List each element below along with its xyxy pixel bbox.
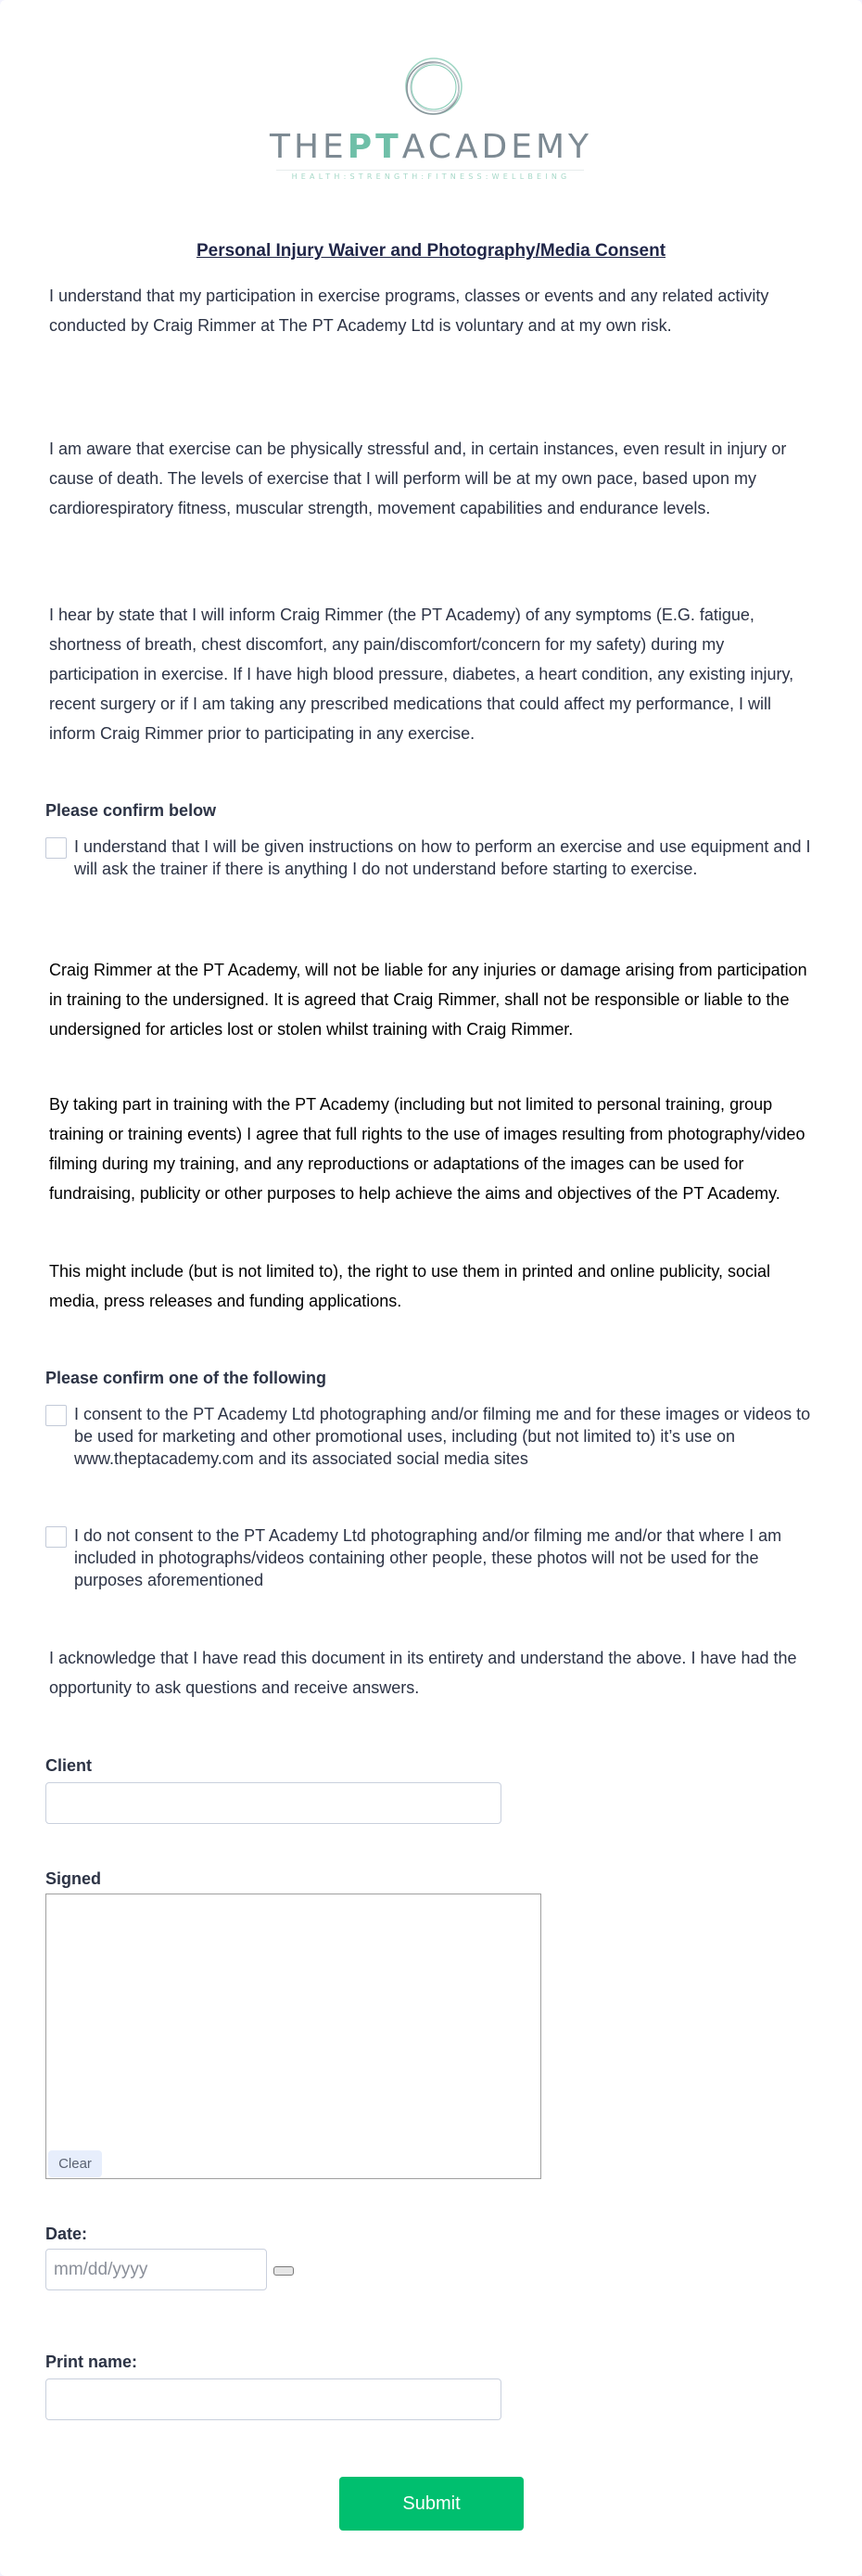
logo-tagline: HEALTH:STRENGTH:FITNESS:WELLBEING <box>291 172 571 181</box>
checkbox[interactable] <box>45 837 67 859</box>
paragraph-symptoms: I hear by state that I will inform Craig Rimmer (the PT Academy) of any symptoms (E.G. fatigue, shortness of breath, chest discomfort, any pain/discomfort/concern for my safety) during my participation in exercise. If I have high blood pressure, diabetes, a heart condition, any existing injury, recent surgery or if I am taking any prescribed medications that could affect my performance, I will inform Craig Rimmer prior to participating in any exercise. <box>49 606 794 743</box>
signed-label: Signed <box>45 1869 102 1888</box>
paragraph-publicity: This might include (but is not limited to), the right to use them in printed and online publicity, social media, press releases and funding applications. <box>49 1262 771 1310</box>
print-name-label: Print name: <box>45 2353 138 2371</box>
paragraph-acknowledgement: I acknowledge that I have read this document in its entirety and understand the above. I have had the opportunity to ask questions and receive answers. <box>49 1649 797 1697</box>
checkbox[interactable] <box>45 1405 67 1426</box>
checkbox-label[interactable]: I consent to the PT Academy Ltd photographing and/or filming me and for these images or videos to be used for marketing and other promotional uses, including (but not limited to) it’s use on www.theptacademy.com and its associated social media sites <box>74 1405 811 1468</box>
paragraph-awareness: I am aware that exercise can be physically stressful and, in certain instances, even result in injury or cause of death. The levels of exercise that I will perform will be at my own pace, based upon my cardiorespiratory fitness, muscular strength, movement capabilities and endurance levels. <box>49 440 787 517</box>
confirm-section-label: Please confirm below <box>45 801 217 820</box>
submit-button[interactable]: Submit <box>339 2477 524 2531</box>
checkbox-label[interactable]: I understand that I will be given instructions on how to perform an exercise and use equipment and I will ask the trainer if there is anything I do not understand before starting to exercise. <box>74 837 811 878</box>
client-input[interactable] <box>45 1782 501 1824</box>
clear-signature-button[interactable]: Clear <box>48 2150 102 2177</box>
checkbox-option-consent[interactable] <box>45 1403 819 1470</box>
consent-section-label: Please confirm one of the following <box>45 1369 327 1387</box>
paragraph-participation: I understand that my participation in exercise programs, classes or events and any related activity conducted by Craig Rimmer at The PT Academy Ltd is voluntary and at my own risk. <box>49 287 769 335</box>
checkbox-option-no-consent[interactable] <box>45 1524 819 1591</box>
signature-pad[interactable] <box>45 1894 541 2179</box>
date-label: Date: <box>45 2225 88 2243</box>
logo-rings-icon <box>400 54 467 121</box>
print-name-input[interactable] <box>45 2378 501 2420</box>
calendar-picker-icon[interactable] <box>273 2266 294 2276</box>
client-label: Client <box>45 1756 93 1775</box>
checkbox-label[interactable]: I do not consent to the PT Academy Ltd photographing and/or filming me and/or that where I am included in photographs/videos containing other people, these photos will not be used for the purposes aforementioned <box>74 1526 782 1589</box>
checkbox[interactable] <box>45 1526 67 1548</box>
paragraph-liability: Craig Rimmer at the PT Academy, will not be liable for any injuries or damage arising from participation in training to the undersigned. It is agreed that Craig Rimmer, shall not be responsible or liable to the undersigned for articles lost or stolen whilst training with Craig Rimmer. <box>49 961 807 1039</box>
logo-divider <box>276 170 584 171</box>
form-title: Personal Injury Waiver and Photography/Media Consent <box>196 241 666 261</box>
paragraph-image-rights: By taking part in training with the PT Academy (including but not limited to personal training, group training or training events) I agree that full rights to the use of images resulting from photography/video filming during my training, and any reproductions or adaptations of the images can be used for fundraising, publicity or other purposes to help achieve the aims and objectives of the PT Academy. <box>49 1095 805 1203</box>
logo <box>0 46 862 185</box>
date-input[interactable]: mm/dd/yyyy <box>45 2249 267 2290</box>
logo-wordmark: THEPTACADEMY <box>269 128 593 166</box>
checkbox-option-instructions[interactable] <box>45 835 819 880</box>
